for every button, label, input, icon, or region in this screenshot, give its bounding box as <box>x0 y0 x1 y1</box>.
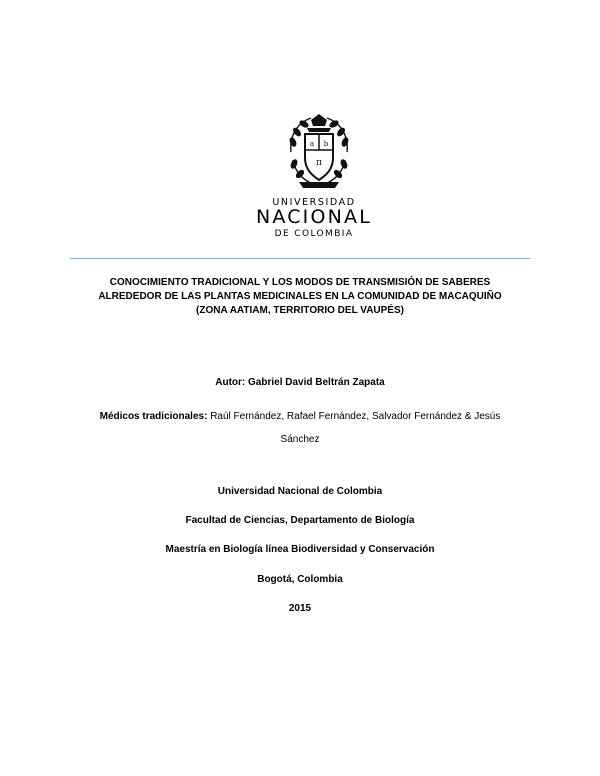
logo-colombia-label: DE COLOMBIA <box>274 229 354 239</box>
logo-university-label: UNIVERSIDAD <box>272 197 356 208</box>
traditional-doctors-names: Raúl Fernández, Rafael Fernández, Salvador Fernández & Jesús Sánchez <box>207 411 501 445</box>
traditional-doctors-label: Médicos tradicionales: <box>99 411 208 422</box>
university-name: Universidad Nacional de Colombia <box>217 486 383 497</box>
author-line: Autor: Gabriel David Beltrán Zapata <box>215 377 385 388</box>
title-line-2: ALREDEDOR DE LAS PLANTAS MEDICINALES EN LA COMUNIDAD DE MACAQUIÑO <box>98 291 502 302</box>
faculty-name: Facultad de Ciencias, Departamento de Biología <box>185 515 415 526</box>
svg-text:π: π <box>316 158 322 168</box>
city-location: Bogotá, Colombia <box>257 574 343 585</box>
svg-text:a: a <box>309 140 315 148</box>
year-label: 2015 <box>288 603 312 614</box>
university-seal-icon <box>281 112 357 190</box>
program-name: Maestría en Biología línea Biodiversidad y Conservación <box>165 544 435 555</box>
title-line-3: (ZONA AATIAM, TERRITORIO DEL VAUPÉS) <box>196 305 404 316</box>
horizontal-divider <box>70 258 530 259</box>
traditional-doctors <box>95 405 505 451</box>
title-line-1: CONOCIMIENTO TRADICIONAL Y LOS MODOS DE TRANSMISIÓN DE SABERES <box>109 277 491 288</box>
document-title <box>90 276 510 318</box>
svg-text:b: b <box>323 140 329 148</box>
logo-nacional-label: NACIONAL <box>255 206 373 228</box>
